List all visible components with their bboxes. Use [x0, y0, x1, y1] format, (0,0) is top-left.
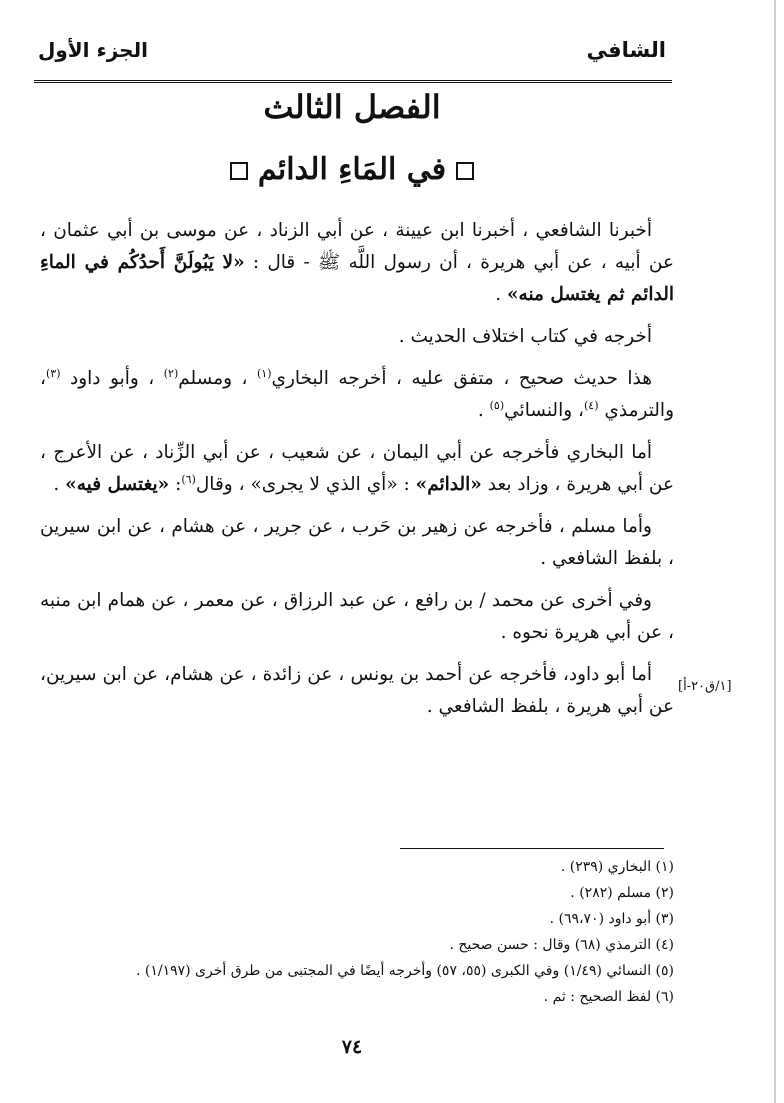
footnote-item: (١) البخاري (٢٣٩) . [560, 859, 674, 875]
section-title-line [0, 152, 704, 187]
text-span: ، ومسلم [178, 368, 257, 389]
chapter-title: الفصل الثالث [263, 88, 441, 126]
text-span: : «أي الذي لا يجرى» ، وقال [195, 474, 416, 495]
body-text [40, 215, 674, 733]
paragraph-other: وفي أخرى عن محمد / بن رافع ، عن عبد الرزاق ، عن معمر ، عن همام ابن منبه ، عن أبي هريرة نحوه . [40, 590, 674, 643]
footnote-ref[interactable]: (٤) [584, 398, 599, 412]
text-span: ، وأبو داود [60, 368, 164, 389]
paragraph-muslim: وأما مسلم ، فأخرجه عن زهير بن حَرب ، عن جرير ، عن هشام ، عن ابن سيرين ، بلفظ الشافعي . [40, 516, 674, 569]
footnote-item: (٥) النسائي (١/٤٩) وفي الكبرى (٥٥، ٥٧) وأخرجه أيضًا في المجتبى من طرق أخرى (١/١٩٧) . [135, 963, 674, 979]
footnotes [40, 854, 674, 1010]
footnote-ref[interactable]: (٦) [181, 472, 196, 486]
footnote-ref[interactable]: (٣) [45, 366, 61, 380]
quoted-word: «الدائم» [415, 474, 482, 495]
footnote-ref[interactable]: (٢) [163, 366, 179, 380]
section-title: في المَاءِ الدائم [257, 152, 447, 187]
footnote-item: (٢) مسلم (٢٨٢) . [570, 885, 674, 901]
paragraph-hadith [40, 215, 674, 311]
text-span: أما البخاري فأخرجه عن أبي اليمان ، عن شعيب ، عن أبي الزِّناد ، عن الأعرج ، عن أبي هريرة ، وزاد بعد [40, 442, 674, 495]
paragraph-bukhari [40, 437, 674, 501]
running-header [38, 34, 666, 74]
footnote-item: (٤) الترمذي (٦٨) وقال : حسن صحيح . [449, 937, 674, 953]
footnote-ref[interactable]: (١) [256, 366, 272, 380]
footnote-item: (٦) لفظ الصحيح : ثم . [543, 989, 674, 1005]
page-number: ٧٤ [341, 1036, 363, 1058]
book-title: الشافي [586, 38, 666, 62]
page-edge-shadow [774, 0, 776, 1103]
paragraph-source: أخرجه في كتاب اختلاف الحديث . [398, 326, 652, 347]
manuscript-margin-note: [١/ق٢٠-أ] [678, 679, 732, 694]
square-ornament-icon [230, 162, 248, 180]
text-span: ، والنسائي [504, 400, 584, 421]
text-span: . [495, 284, 507, 305]
quoted-word: «يغتسل فيه» [65, 474, 170, 495]
text-span: . [53, 474, 66, 495]
hadith-quote: «لا يَبُولَنَّ أَحدُكُم في الماءِ الدائم ثم يغتسل منه» [40, 252, 674, 305]
text-span: : [169, 474, 182, 495]
paragraph-takhrij [40, 363, 674, 427]
text-span: أخبرنا الشافعي ، أخبرنا ابن عيينة ، عن أبي الزناد ، عن موسى بن أبي عثمان ، عن أبيه ، عن أبي هريرة ، أن رسول اللَّه ﷺ - قال : [40, 220, 674, 273]
text-span: . [477, 400, 490, 421]
header-divider [34, 80, 672, 83]
square-ornament-icon [456, 162, 474, 180]
footnote-divider [400, 848, 664, 849]
volume-label: الجزء الأول [38, 38, 148, 62]
text-span: هذا حديث صحيح ، متفق عليه ، أخرجه البخاري [271, 368, 652, 389]
footnote-item: (٣) أبو داود (٦٩،٧٠) . [549, 911, 674, 927]
paragraph-abudawud: أما أبو داود، فأخرجه عن أحمد بن يونس ، عن زائدة ، عن هشام، عن ابن سيرين، عن أبي هريرة ، بلفظ الشافعي . [40, 664, 674, 717]
footnote-ref[interactable]: (٥) [489, 398, 505, 412]
text-span: ، والترمذي [40, 368, 674, 421]
